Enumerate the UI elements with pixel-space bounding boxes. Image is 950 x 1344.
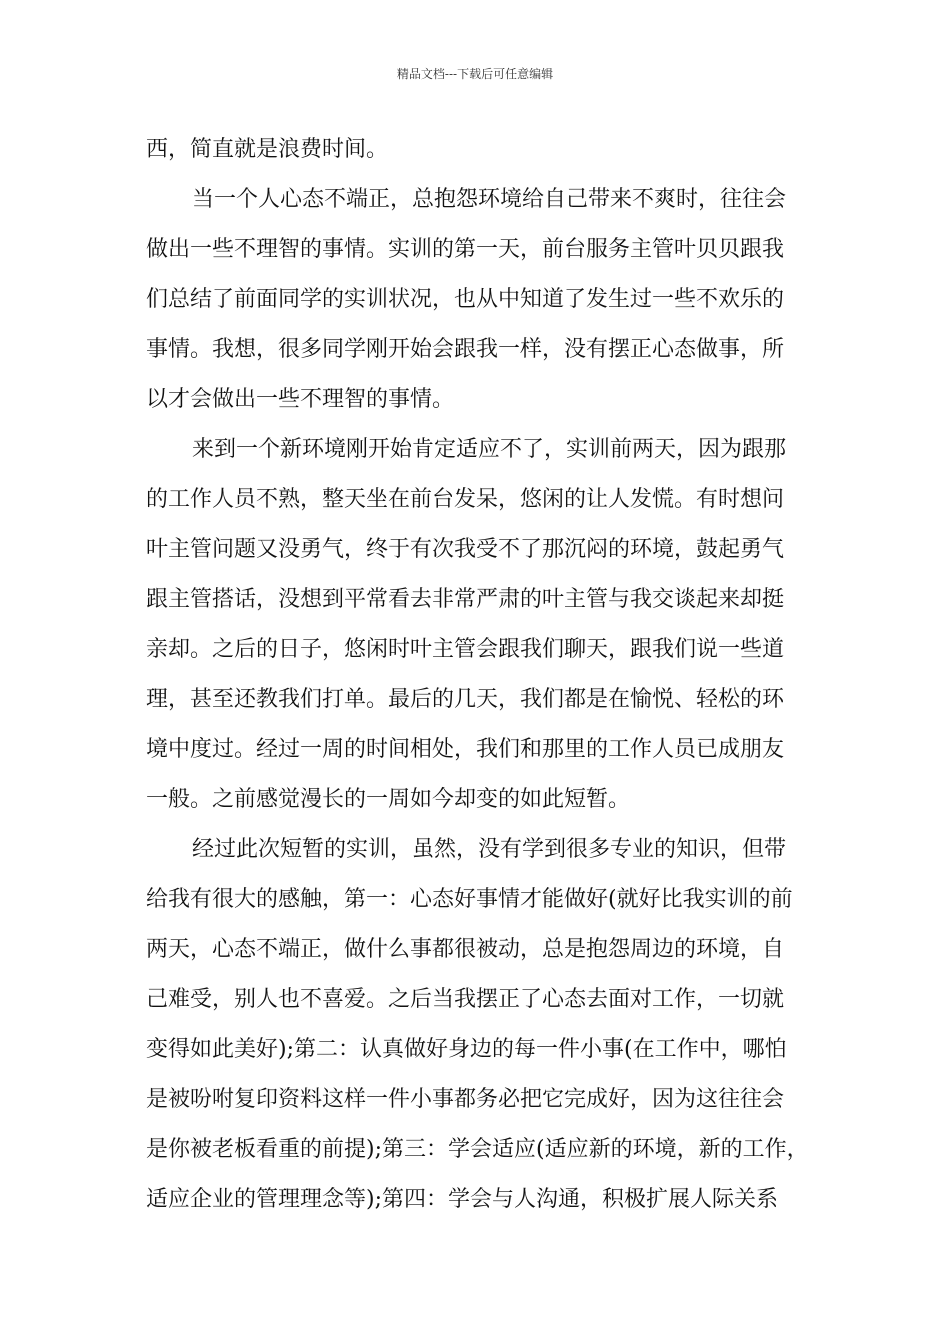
text-line: 变得如此美好);第二：认真做好身边的每一件小事(在工作中，哪怕 <box>146 1037 787 1062</box>
text-line: 两天，心态不端正，做什么事都很被动，总是抱怨周边的环境，自 <box>146 937 785 962</box>
text-line: 的工作人员不熟，整天坐在前台发呆，悠闲的让人发慌。有时想问 <box>146 487 785 512</box>
text-line: 跟主管搭话，没想到平常看去非常严肃的叶主管与我交谈起来却挺 <box>146 587 785 612</box>
text-line: 事情。我想，很多同学刚开始会跟我一样，没有摆正心态做事，所 <box>146 337 785 362</box>
text-line: 们总结了前面同学的实训状况，也从中知道了发生过一些不欢乐的 <box>146 287 785 312</box>
text-line: 亲却。之后的日子，悠闲时叶主管会跟我们聊天，跟我们说一些道 <box>146 637 785 662</box>
text-line: 己难受，别人也不喜爱。之后当我摆正了心态去面对工作，一切就 <box>146 987 785 1012</box>
text-line: 西，简直就是浪费时间。 <box>146 137 389 162</box>
text-line: 是你被老板看重的前提);第三：学会适应(适应新的环境，新的工作， <box>146 1137 809 1162</box>
text-line: 当一个人心态不端正，总抱怨环境给自己带来不爽时，往往会 <box>192 187 787 212</box>
text-line: 境中度过。经过一周的时间相处，我们和那里的工作人员已成朋友 <box>146 737 785 762</box>
text-line: 来到一个新环境刚开始肯定适应不了，实训前两天，因为跟那 <box>192 437 787 462</box>
text-line: 是被吩咐复印资料这样一件小事都务必把它完成好，因为这往往会 <box>146 1087 785 1112</box>
text-line: 一般。之前感觉漫长的一周如今却变的如此短暂。 <box>146 787 631 812</box>
text-line: 经过此次短暂的实训，虽然，没有学到很多专业的知识，但带 <box>192 837 787 862</box>
page-header: 精品文档---下载后可任意编辑 <box>396 67 554 81</box>
text-line: 理，甚至还教我们打单。最后的几天，我们都是在愉悦、轻松的环 <box>146 687 785 712</box>
text-line: 以才会做出一些不理智的事情。 <box>146 387 455 412</box>
text-line: 做出一些不理智的事情。实训的第一天，前台服务主管叶贝贝跟我 <box>146 237 785 262</box>
text-line: 叶主管问题又没勇气，终于有次我受不了那沉闷的环境，鼓起勇气 <box>146 537 785 562</box>
text-line: 给我有很大的感触，第一：心态好事情才能做好(就好比我实训的前 <box>146 887 793 912</box>
text-line: 适应企业的管理理念等);第四：学会与人沟通，积极扩展人际关系 <box>146 1187 778 1212</box>
